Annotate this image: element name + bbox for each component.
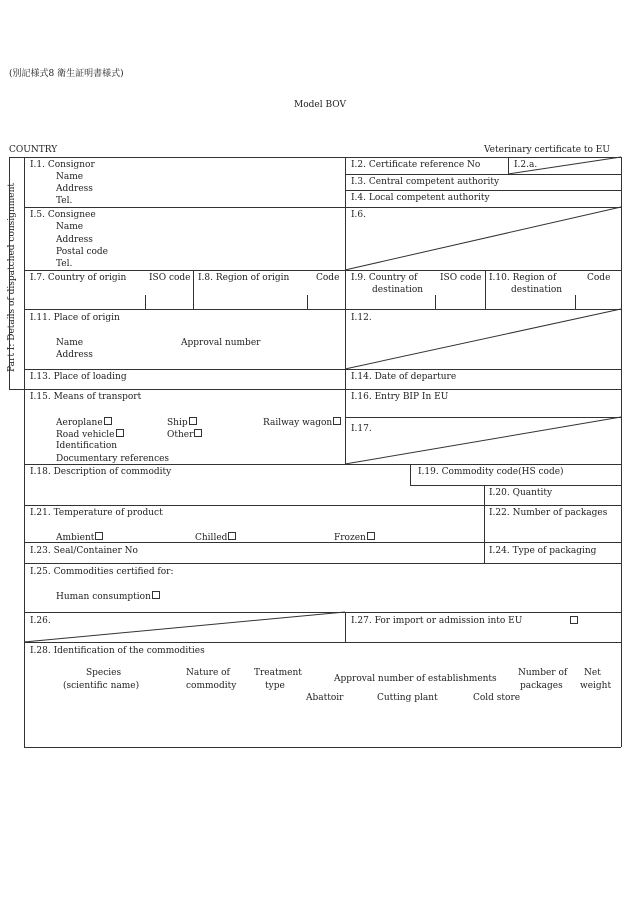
country-origin-label: I.7. Country of origin — [30, 273, 127, 283]
other-checkbox[interactable] — [194, 429, 202, 437]
abattoir-header: Abattoir — [306, 693, 344, 703]
consignor-name-label: Name — [56, 172, 84, 182]
consignee-name-label: Name — [56, 222, 84, 232]
country-origin-iso-label: ISO code — [149, 273, 191, 283]
human-consumption-option[interactable]: Human consumption — [56, 591, 160, 603]
temperature-title: I.21. Temperature of product — [30, 508, 163, 518]
consignor-address-label: Address — [56, 184, 93, 194]
place-origin-title: I.11. Place of origin — [30, 313, 120, 323]
species-header-2: (scientific name) — [63, 681, 140, 691]
annex-label: (別記様式8 衛生証明書様式) — [9, 69, 124, 79]
consignee-address-label: Address — [56, 235, 93, 245]
number-packages-header-2: packages — [520, 681, 563, 691]
road-vehicle-option[interactable]: Road vehicle — [56, 429, 124, 441]
country-destination-label: I.9. Country of — [351, 273, 418, 283]
consignee-title: I.5. Consignee — [30, 210, 96, 220]
identification-commodities-title: I.28. Identification of the commodities — [30, 646, 205, 656]
i26-label: I.26. — [30, 616, 51, 626]
consignee-tel-label: Tel. — [56, 259, 73, 269]
nature-header: Nature of — [186, 668, 230, 678]
chilled-option[interactable]: Chilled — [195, 532, 236, 544]
species-header: Species — [86, 668, 122, 678]
human-consumption-checkbox[interactable] — [152, 591, 160, 599]
road-vehicle-checkbox[interactable] — [116, 429, 124, 437]
ambient-option[interactable]: Ambient — [56, 532, 103, 544]
ambient-checkbox[interactable] — [95, 532, 103, 540]
region-origin-code-label: Code — [316, 273, 340, 283]
region-origin-label: I.8. Region of origin — [198, 273, 290, 283]
model-label: Model BOV — [294, 100, 346, 110]
region-destination-code-label: Code — [587, 273, 611, 283]
country-label: COUNTRY — [9, 145, 58, 155]
consignee-postal-label: Postal code — [56, 247, 108, 257]
import-admission-option[interactable] — [569, 616, 578, 628]
i6-label: I.6. — [351, 210, 367, 220]
local-authority-label: I.4. Local competent authority — [351, 193, 490, 203]
region-destination-label-2: destination — [511, 285, 563, 295]
treatment-header-2: type — [265, 681, 285, 691]
i17-label: I.17. — [351, 424, 372, 434]
import-admission-label: I.27. For import or admission into EU — [351, 616, 523, 626]
nature-header-2: commodity — [186, 681, 237, 691]
place-origin-name-label: Name — [56, 338, 84, 348]
consignor-title: I.1. Consignor — [30, 160, 95, 170]
i12-label: I.12. — [351, 313, 372, 323]
documentary-references-label: Documentary references — [56, 454, 170, 464]
date-departure-label: I.14. Date of departure — [351, 372, 457, 382]
net-weight-header-2: weight — [580, 681, 612, 691]
consignor-tel-label: Tel. — [56, 196, 73, 206]
entry-bip-label: I.16. Entry BIP In EU — [351, 392, 449, 402]
type-packaging-label: I.24. Type of packaging — [489, 546, 597, 556]
certificate-title: Veterinary certificate to EU — [484, 145, 610, 155]
cold-store-header: Cold store — [473, 693, 521, 703]
country-destination-label-2: destination — [372, 285, 424, 295]
country-destination-iso-label: ISO code — [440, 273, 482, 283]
cutting-plant-header: Cutting plant — [377, 693, 438, 703]
seal-container-label: I.23. Seal/Container No — [30, 546, 138, 556]
railway-option[interactable]: Railway wagon — [263, 417, 341, 429]
region-destination-label: I.10. Region of — [489, 273, 557, 283]
quantity-label: I.20. Quantity — [489, 488, 553, 498]
place-origin-address-label: Address — [56, 350, 93, 360]
place-loading-label: I.13. Place of loading — [30, 372, 127, 382]
net-weight-header: Net — [584, 668, 601, 678]
aeroplane-checkbox[interactable] — [104, 417, 112, 425]
ship-option[interactable]: Ship — [167, 417, 197, 429]
part-one-label: Part I: Details of dispatched consignment — [7, 183, 17, 372]
description-commodity-label: I.18. Description of commodity — [30, 467, 172, 477]
approval-number-label: Approval number — [181, 338, 261, 348]
treatment-header: Treatment — [254, 668, 302, 678]
means-transport-title: I.15. Means of transport — [30, 392, 142, 402]
aeroplane-option[interactable]: Aeroplane — [56, 417, 112, 429]
frozen-checkbox[interactable] — [367, 532, 375, 540]
certificate-reference-label: I.2. Certificate reference No — [351, 160, 481, 170]
number-packages-header: Number of — [518, 668, 568, 678]
approval-establishments-header: Approval number of establishments — [334, 674, 497, 684]
certified-for-title: I.25. Commodities certified for: — [30, 567, 174, 577]
railway-checkbox[interactable] — [333, 417, 341, 425]
i2a-label: I.2.a. — [514, 160, 538, 170]
other-option[interactable]: Other — [167, 429, 202, 441]
number-packages-label: I.22. Number of packages — [489, 508, 608, 518]
commodity-code-label: I.19. Commodity code(HS code) — [418, 467, 564, 477]
import-admission-checkbox[interactable] — [570, 616, 578, 624]
identification-label: Identification — [56, 441, 118, 451]
ship-checkbox[interactable] — [189, 417, 197, 425]
central-authority-label: I.3. Central competent authority — [351, 177, 500, 187]
frozen-option[interactable]: Frozen — [334, 532, 375, 544]
chilled-checkbox[interactable] — [228, 532, 236, 540]
